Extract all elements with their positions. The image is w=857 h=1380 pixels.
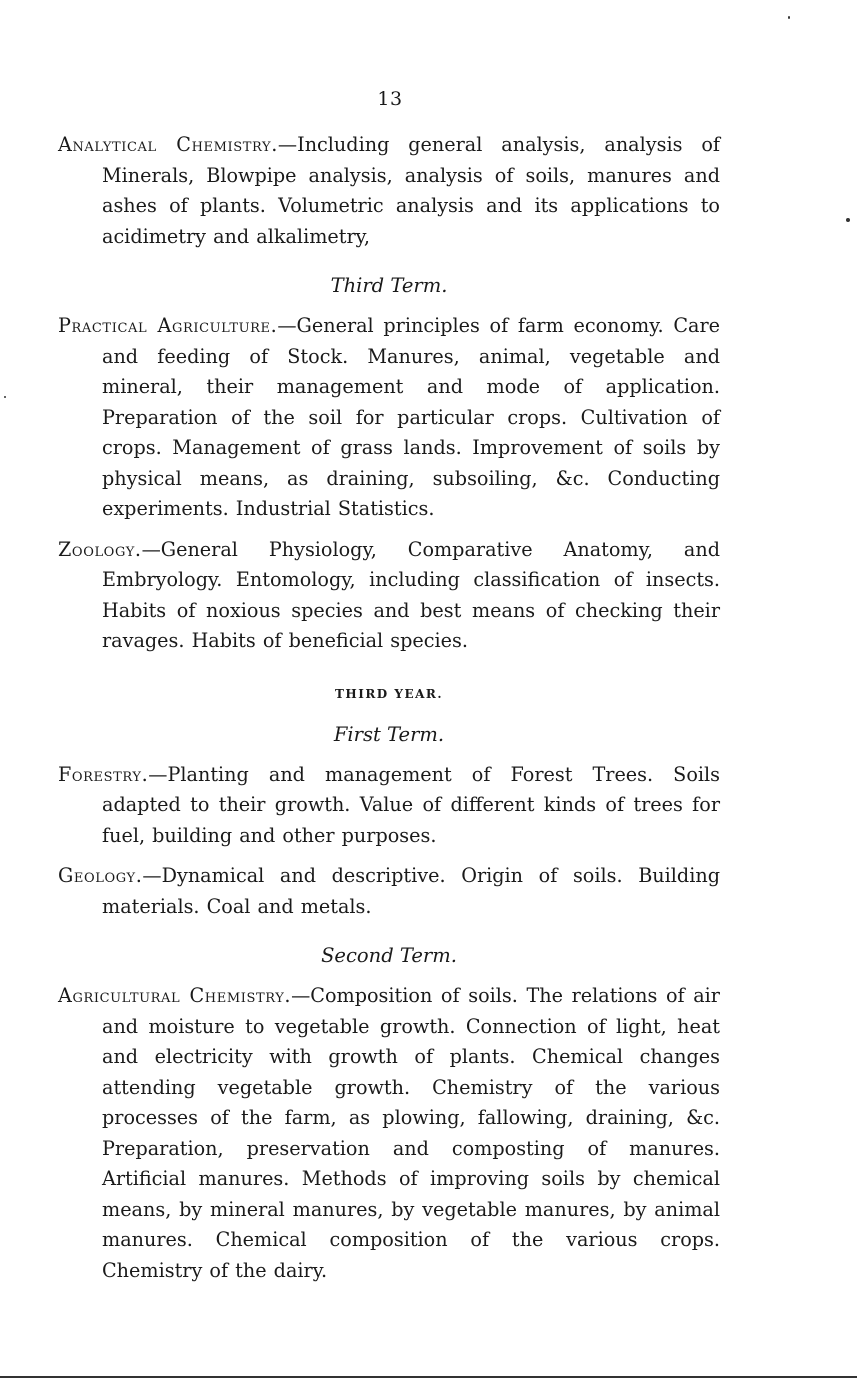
entry-practical-agriculture bbox=[58, 311, 720, 525]
page-bottom-edge bbox=[0, 1376, 857, 1378]
entry-body: —Planting and management of Forest Trees. Soils adapted to their growth. Value of different kinds of trees for fuel, building and other purposes. bbox=[102, 762, 720, 847]
entry-body: —Composition of soils. The relations of air and moisture to vegetable growth. Connection of light, heat and electricity with growth of plants. Chemical changes attending vegetable growth. Chemistry of the various processes of the farm, as plowing, fallowing, draining, &c. Preparation, preservation and composting of manures. Artificial manures. Methods of improving soils by chemical means, by mineral manures, by vegetable manures, by animal manures. Chemical composition of the various crops. Chemistry of the dairy. bbox=[102, 984, 720, 1282]
margin-speck bbox=[4, 396, 6, 398]
entry-heading: Geology. bbox=[58, 864, 143, 887]
page-content bbox=[58, 130, 720, 1296]
entry-zoology bbox=[58, 535, 720, 657]
term-heading-second-term: Second Term. bbox=[321, 944, 457, 967]
entry-heading: Zoology. bbox=[58, 537, 142, 561]
entry-body: —General principles of farm economy. Care and feeding of Stock. Manures, animal, vegetable and mineral, their management and mode of application. Preparation of the soil for particular crops. Cultivation of crops. Management of grass lands. Improvement of soils by physical means, as draining, subsoiling, &c. Conducting experiments. Industrial Statistics. bbox=[102, 314, 720, 520]
entry-heading: Forestry. bbox=[58, 762, 149, 786]
entry-body: —Dynamical and descriptive. Origin of soils. Building materials. Coal and metals. bbox=[102, 864, 720, 918]
margin-speck bbox=[846, 218, 850, 222]
entry-analytical-chemistry bbox=[58, 130, 720, 252]
entry-heading: Analytical Chemistry. bbox=[58, 133, 278, 156]
entry-agricultural-chemistry bbox=[58, 981, 720, 1286]
page-number: 13 bbox=[377, 88, 403, 110]
year-heading: THIRD YEAR. bbox=[334, 686, 444, 701]
entry-heading: Agricultural Chemistry. bbox=[58, 984, 292, 1007]
entry-geology bbox=[58, 861, 720, 922]
entry-forestry bbox=[58, 760, 720, 852]
term-heading-third-term: Third Term. bbox=[330, 274, 448, 297]
term-heading-first-term: First Term. bbox=[333, 722, 445, 746]
entry-body: —Including general analysis, analysis of Minerals, Blowpipe analysis, analysis of soils, manures and ashes of plants. Volumetric analysis and its applications to acidimetry and alkalimetry, bbox=[102, 133, 721, 248]
entry-body: —General Physiology, Comparative Anatomy, and Embryology. Entomology, including classification of insects. Habits of noxious species and best means of checking their ravages. Habits of beneficial species. bbox=[102, 537, 720, 652]
entry-heading: Practical Agriculture. bbox=[58, 314, 278, 337]
margin-speck bbox=[788, 16, 790, 19]
